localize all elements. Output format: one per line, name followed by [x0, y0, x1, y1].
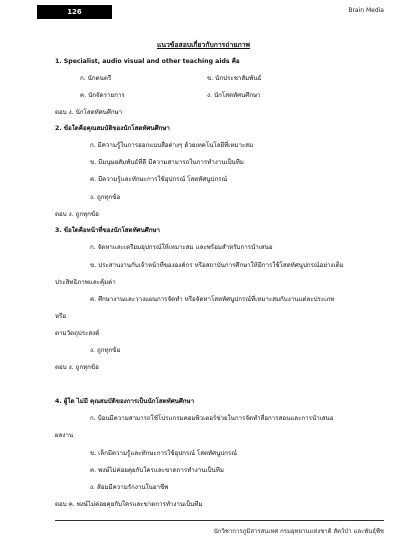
q3-choice-c-line3: ตามวัตถุประสงค์	[55, 330, 100, 337]
q1-answer: ตอบ ง. นักโสตทัศนศึกษา	[55, 109, 123, 116]
q2-choice-a: ก. มีความรู้ในการออกแบบสื่อต่างๆ ด้วยเทคโนโลยีที่เหมาะสม	[90, 142, 254, 149]
q1-choice-a: ก. นักดนตรี	[80, 75, 112, 82]
footer-divider	[55, 520, 384, 521]
q4-choice-b: ข. เล็กมีความรู้และทักษะการใช้อุปกรณ์ โสตทัศนูปกรณ์	[90, 450, 237, 457]
q3-answer: ตอบ ง. ถูกทุกข้อ	[55, 364, 99, 371]
q4-choice-a-line2: ผลงาน	[55, 432, 74, 439]
q4-choice-c: ค. พงษ์ไม่ค่อยคุยกับใครและขาดการทำงานเป็นทีม	[90, 467, 224, 474]
question-3: 3. ข้อใดคือหน้าที่ของนักโสตทัศนศึกษา	[55, 227, 161, 234]
q2-choice-c: ค. มีความรู้และทักษะการใช้อุปกรณ์ โสตทัศนูปกรณ์	[90, 176, 228, 183]
q3-choice-d: ง. ถูกทุกข้อ	[90, 347, 121, 354]
q1-choice-c: ค. นักจัดรายการ	[80, 92, 125, 99]
q3-choice-b-line1: ข. ประสานงานกับเจ้าหน้าที่ขององค์กร หรือสถาบันการศึกษาให้มีการใช้โสตทัศนูปกรณ์อย่างเต็ม	[90, 262, 344, 269]
q3-choice-a: ก. จัดหาและเตรียมอุปกรณ์ให้เหมาะสม และพร้อมสำหรับการนำเสนอ	[90, 244, 273, 251]
question-1: 1. Specialist, audio visual and other teaching aids คือ	[55, 58, 240, 65]
page-number: 126	[37, 5, 112, 19]
q1-choice-d: ง. นักโสตทัศนศึกษา	[207, 92, 261, 99]
q4-choice-a-line1: ก. ป้อนมีความสามารถใช้โปรแกรมคอมพิวเตอร์ช่วยในการจัดทำสื่อการสอนและการนำเสนอ	[90, 415, 334, 422]
q2-answer: ตอบ ง. ถูกทุกข้อ	[55, 211, 99, 218]
q3-choice-b-line2: ประสิทธิภาพและคุ้มค่า	[55, 279, 116, 286]
q4-choice-d: ง. ส้อมมีความรักงานในอาชีพ	[90, 484, 169, 491]
q2-choice-d: ง. ถูกทุกข้อ	[90, 194, 121, 201]
q4-answer: ตอบ ค. พงษ์ไม่ค่อยคุยกับใครและขาดการทำงานเป็นทีม	[55, 501, 203, 508]
publisher-name: Brain Media	[348, 7, 384, 14]
question-4: 4. ผู้ใด ไม่มี คุณสมบัติของการเป็นนักโสตทัศนศึกษา	[55, 398, 195, 405]
q3-choice-c-line1: ค. ศึกษางานและวางแผนการจัดทำ หรือจัดหาโสตทัศนูปกรณ์ที่เหมาะสมกับงานแต่ละประเภท	[90, 296, 335, 303]
q1-choice-b: ข. นักประชาสัมพันธ์	[207, 75, 262, 82]
footer-text: นักวิชาการภูมิสารสนเทศ กรมอุทยานแห่งชาติ สัตว์ป่า และพันธุ์พืช	[213, 528, 384, 535]
question-2: 2. ข้อใดคือคุณสมบัติของนักโสตทัศนศึกษา	[55, 125, 170, 132]
q2-choice-b: ข. มีมนุษยสัมพันธ์ที่ดี มีความสามารถในการทำงานเป็นทีม	[90, 159, 244, 166]
page-title: แนวข้อสอบเกี่ยวกับการถ่ายภาพ	[156, 41, 251, 49]
q3-choice-c-line2: หรือ	[55, 313, 67, 320]
